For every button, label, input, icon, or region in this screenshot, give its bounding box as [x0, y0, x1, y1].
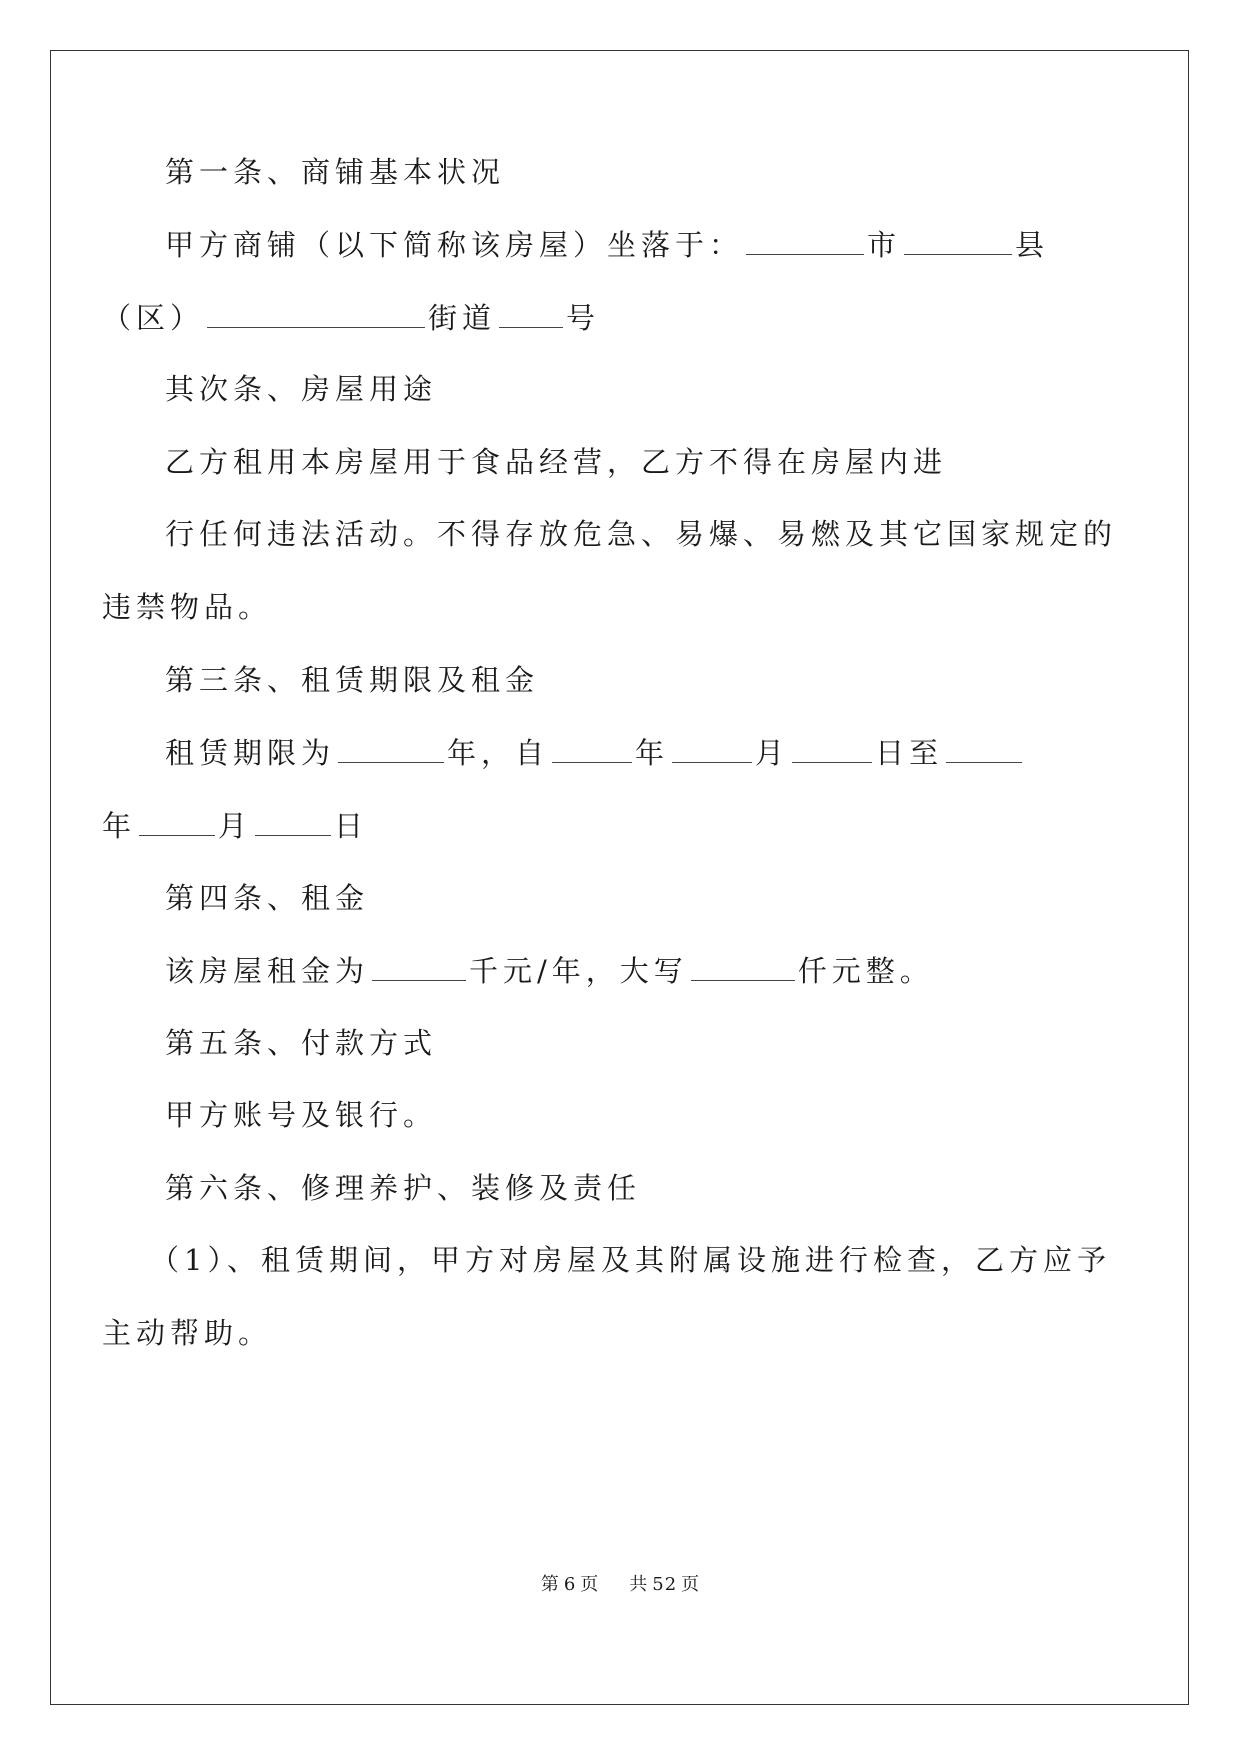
district-label: （区）	[102, 301, 205, 335]
start-month-blank	[672, 738, 752, 763]
article-1-heading: 第一条、商铺基本状况	[165, 155, 506, 189]
rent-amount-blank	[372, 956, 466, 981]
payment-line: 甲方账号及银行。	[165, 1098, 438, 1132]
address-line-1	[165, 230, 1049, 260]
rent-written-blank	[691, 956, 795, 981]
start-day-blank	[792, 738, 872, 763]
article-4-heading: 第四条、租金	[165, 881, 370, 915]
end-day-blank	[255, 811, 331, 836]
rent-unit-label: 千元/年，大写	[469, 954, 688, 988]
address-line-2	[102, 303, 600, 333]
article-6-heading: 第六条、修理养护、装修及责任	[165, 1171, 642, 1205]
end-year-label: 年	[102, 809, 137, 843]
address-intro: 甲方商铺（以下简称该房屋）坐落于：	[165, 228, 744, 262]
usage-line-1: 乙方租用本房屋用于食品经营，乙方不得在房屋内进	[165, 445, 948, 479]
end-year-blank	[946, 738, 1022, 763]
end-month-label: 月	[218, 809, 253, 843]
page-border	[50, 50, 1189, 1705]
usage-line-2: 行任何违法活动。不得存放危急、易爆、易燃及其它国家规定的	[165, 517, 1118, 551]
county-label: 县	[1015, 228, 1050, 262]
article-5-heading: 第五条、付款方式	[165, 1026, 438, 1060]
total-suffix: 页	[681, 1574, 701, 1595]
start-year-blank	[552, 738, 632, 763]
street-label: 街道	[428, 301, 497, 335]
lease-term-line-2	[102, 811, 368, 841]
page-prefix: 第	[540, 1574, 560, 1595]
county-blank	[904, 230, 1012, 255]
term-label: 租赁期限为	[165, 736, 336, 770]
number-blank	[499, 303, 563, 328]
rent-label: 该房屋租金为	[165, 954, 370, 988]
city-blank	[746, 230, 864, 255]
rent-line	[165, 956, 934, 986]
end-day-label: 日	[334, 809, 369, 843]
maintenance-line-1: （1）、租赁期间，甲方对房屋及其附属设施进行检查，乙方应予	[150, 1243, 1111, 1277]
start-year-label: 年	[635, 736, 670, 770]
page-suffix: 页	[580, 1574, 600, 1595]
total-prefix: 共	[629, 1574, 649, 1595]
to-label: 日至	[875, 736, 944, 770]
city-label: 市	[867, 228, 902, 262]
rent-written-label: 仟元整。	[797, 954, 934, 988]
maintenance-line-2: 主动帮助。	[102, 1316, 273, 1350]
usage-line-3: 违禁物品。	[102, 590, 273, 624]
page-number: 6	[563, 1574, 577, 1595]
start-month-label: 月	[755, 736, 790, 770]
from-label: 年，自	[447, 736, 550, 770]
article-3-heading: 第三条、租赁期限及租金	[165, 663, 540, 697]
total-pages: 52	[652, 1574, 678, 1595]
page-footer	[0, 1570, 1241, 1596]
end-month-blank	[139, 811, 215, 836]
lease-term-line-1	[165, 738, 1025, 768]
article-2-heading: 其次条、房屋用途	[165, 372, 438, 406]
district-blank	[207, 303, 425, 328]
term-years-blank	[338, 738, 444, 763]
number-label: 号	[566, 301, 601, 335]
